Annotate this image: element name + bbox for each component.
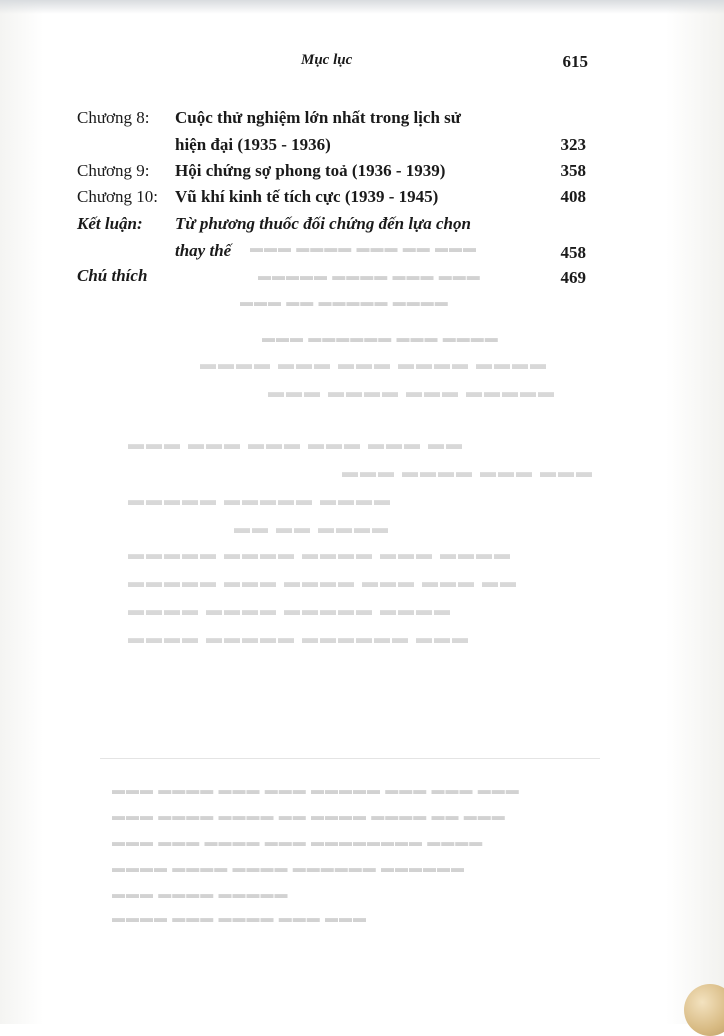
- page-number: 615: [562, 52, 588, 71]
- toc-entry-title: [175, 183, 515, 210]
- show-through-text: ▬▬▬ ▬▬▬▬ ▬▬▬▬▬: [112, 886, 289, 901]
- show-through-text: ▬▬▬▬▬ ▬▬▬▬ ▬▬▬▬ ▬▬▬ ▬▬▬▬: [128, 546, 512, 563]
- show-through-text: ▬▬▬▬▬ ▬▬▬▬ ▬▬▬ ▬▬▬: [258, 268, 481, 283]
- toc-entry-label: Chương 10:: [77, 187, 159, 206]
- toc-entry-page: 458: [560, 243, 586, 262]
- toc-entry-page: 323: [560, 135, 586, 154]
- show-through-text: ▬▬▬ ▬▬ ▬▬▬▬▬ ▬▬▬▬: [240, 294, 449, 309]
- show-through-text: ▬▬▬ ▬▬▬▬▬▬ ▬▬▬ ▬▬▬▬: [262, 330, 499, 345]
- toc-entry-title-line: Hội chứng sợ phong toả (1936 - 1939): [175, 161, 446, 180]
- show-through-text: ▬▬▬ ▬▬▬▬ ▬▬▬ ▬▬▬: [342, 464, 594, 481]
- show-through-text: ▬▬▬▬ ▬▬▬▬▬ ▬▬▬▬▬▬ ▬▬▬: [128, 630, 470, 647]
- page-corner-fold: [684, 984, 724, 1036]
- toc-entry-title: [175, 104, 515, 158]
- toc-entry-title-line: Vũ khí kinh tế tích cực (1939 - 1945): [175, 187, 439, 206]
- toc-entry-page: 358: [560, 161, 586, 180]
- toc-entry-label: Kết luận:: [77, 214, 143, 233]
- show-through-text: ▬▬▬ ▬▬▬ ▬▬▬▬ ▬▬▬ ▬▬▬▬▬▬▬▬ ▬▬▬▬: [112, 834, 484, 849]
- running-header-title: Mục lục: [301, 52, 353, 68]
- show-through-text: ▬▬▬ ▬▬▬ ▬▬▬ ▬▬▬ ▬▬▬ ▬▬: [128, 436, 464, 453]
- toc-entry-label: Chương 9:: [77, 161, 150, 180]
- show-through-text: ▬▬▬▬▬ ▬▬▬▬▬ ▬▬▬▬: [128, 492, 392, 509]
- show-through-text: ▬▬▬▬ ▬▬▬ ▬▬▬ ▬▬▬▬ ▬▬▬▬: [200, 356, 548, 373]
- toc-entry-page: 469: [560, 268, 586, 287]
- show-through-text: ▬▬▬ ▬▬▬▬ ▬▬▬ ▬▬▬ ▬▬▬▬▬ ▬▬▬ ▬▬▬ ▬▬▬: [112, 782, 520, 797]
- show-through-text: ▬▬▬ ▬▬▬▬ ▬▬▬ ▬▬ ▬▬▬: [250, 240, 477, 255]
- show-through-text: ▬▬▬ ▬▬▬▬ ▬▬▬▬ ▬▬ ▬▬▬▬ ▬▬▬▬ ▬▬ ▬▬▬: [112, 808, 506, 823]
- toc-entry-page: 408: [560, 187, 586, 206]
- show-through-text: ▬▬▬▬▬ ▬▬▬ ▬▬▬▬ ▬▬▬ ▬▬▬ ▬▬: [128, 574, 518, 591]
- show-through-text: ▬▬▬▬ ▬▬▬▬ ▬▬▬▬▬ ▬▬▬▬: [128, 602, 452, 619]
- show-through-text: ▬▬▬ ▬▬▬▬ ▬▬▬ ▬▬▬▬▬: [268, 384, 556, 401]
- toc-entry-label: Chương 8:: [77, 108, 150, 127]
- toc-entry-title-line: Từ phương thuốc đối chứng đến lựa chọn: [175, 214, 471, 233]
- page-top-shadow: [0, 0, 724, 14]
- toc-entry-title: [175, 157, 515, 184]
- toc-entry-label: Chú thích: [77, 266, 148, 285]
- show-through-text: ▬▬ ▬▬ ▬▬▬▬: [234, 520, 390, 537]
- show-through-divider: [100, 758, 600, 759]
- show-through-text: ▬▬▬▬ ▬▬▬▬ ▬▬▬▬ ▬▬▬▬▬▬ ▬▬▬▬▬▬: [112, 860, 465, 875]
- toc-entry-title-line: Cuộc thử nghiệm lớn nhất trong lịch sử: [175, 108, 461, 127]
- show-through-text: ▬▬▬▬ ▬▬▬ ▬▬▬▬ ▬▬▬ ▬▬▬: [112, 910, 367, 925]
- toc-entry-title-line: hiện đại (1935 - 1936): [175, 135, 331, 154]
- toc-entry-title-line: thay thế: [175, 241, 232, 260]
